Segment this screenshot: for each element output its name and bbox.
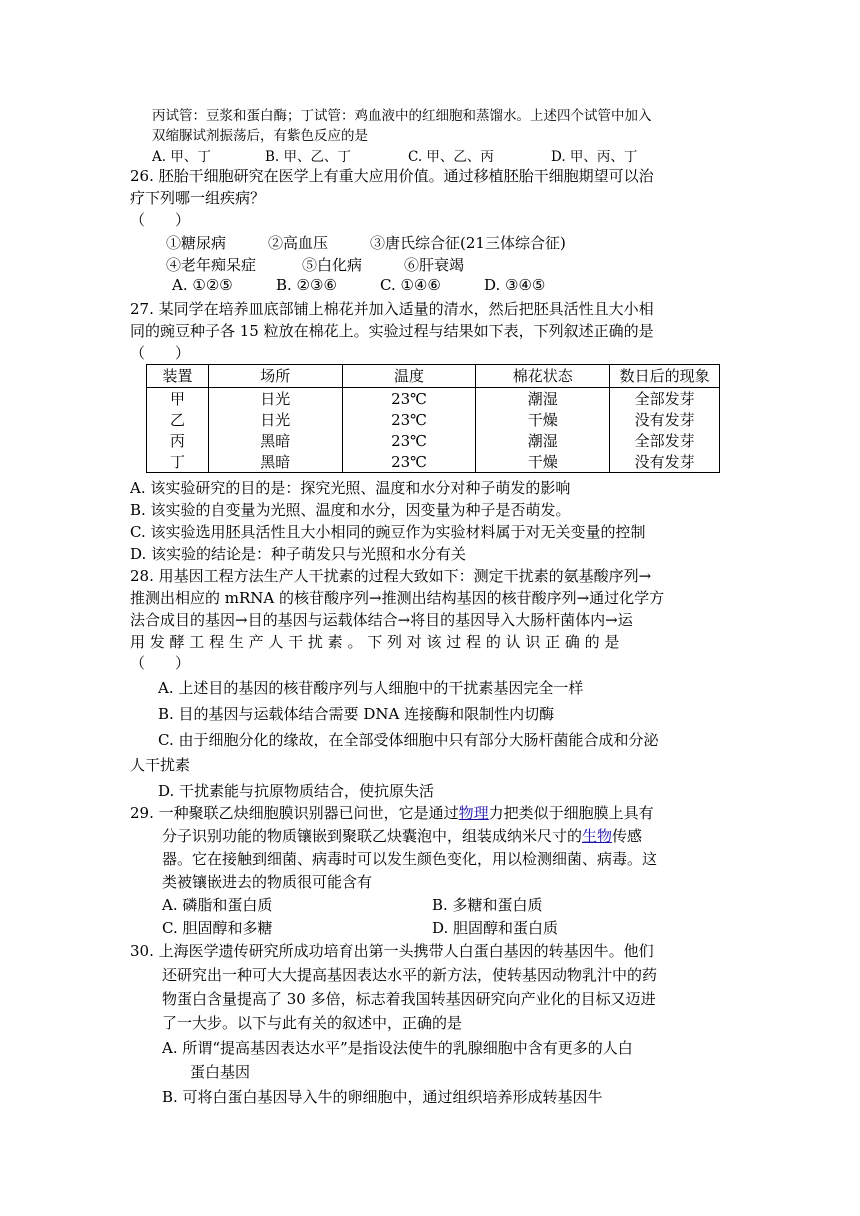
- table-header: 场所: [208, 365, 342, 388]
- q27-option-c: C. 该实验选用胚具活性且大小相同的豌豆作为实验材料属于对无关变量的控制: [130, 523, 646, 541]
- table-cell: 没有发芽: [610, 409, 720, 430]
- q30-stem-line3: 物蛋白含量提高了 30 多倍，标志着我国转基因研究向产业化的目标又迈进: [162, 990, 656, 1008]
- q25-text-line1: 丙试管：豆浆和蛋白酶；丁试管：鸡血液中的红细胞和蒸馏水。上述四个试管中加入: [152, 108, 652, 124]
- q26-item-1: ①糖尿病: [166, 234, 227, 252]
- q28-option-b: B. 目的基因与运载体结合需要 DNA 连接酶和限制性内切酶: [158, 705, 555, 723]
- table-cell: 日光: [208, 409, 342, 430]
- table-cell: 日光: [208, 388, 342, 410]
- q29-text: 传感: [612, 827, 643, 845]
- q30-option-b: B. 可将白蛋白基因导入牛的卵细胞中，通过组织培养形成转基因牛: [162, 1088, 603, 1106]
- table-cell: 23℃: [342, 451, 476, 473]
- table-cell: 潮湿: [476, 388, 610, 410]
- q27-option-b: B. 该实验的自变量为光照、温度和水分，因变量为种子是否萌发。: [130, 501, 571, 519]
- q26-option-b: B. ②③⑥: [276, 276, 337, 294]
- q26-options: [172, 276, 545, 294]
- table-cell: 全部发芽: [610, 388, 720, 410]
- table-cell: 乙: [147, 409, 209, 430]
- table-cell: 没有发芽: [610, 451, 720, 473]
- q25-option-a: A. 甲、丁: [152, 149, 211, 165]
- q25-options: [152, 145, 637, 165]
- q26-answer-bracket: （ ）: [130, 211, 191, 229]
- q30-stem-line1: 30. 上海医学遗传研究所成功培育出第一头携带人白蛋白基因的转基因牛。他们: [130, 942, 654, 960]
- q30-option-a-line1: A. 所谓“提高基因表达水平”是指设法使牛的乳腺细胞中含有更多的人白: [162, 1039, 633, 1057]
- q29-option-b: B. 多糖和蛋白质: [432, 896, 543, 914]
- q29-text: 29. 一种聚联乙炔细胞膜识别器已问世，它是通过: [130, 804, 459, 822]
- q26-option-c: C. ①④⑥: [380, 276, 441, 294]
- q28-option-d: D. 干扰素能与抗原物质结合，使抗原失活: [158, 782, 435, 800]
- q28-stem-line1: 28. 用基因工程方法生产人干扰素的过程大致如下：测定干扰素的氨基酸序列→: [130, 567, 652, 585]
- q26-option-d: D. ③④⑤: [484, 276, 546, 294]
- table-cell: 丁: [147, 451, 209, 473]
- q25-text-line2: 双缩脲试剂振荡后，有紫色反应的是: [152, 128, 368, 144]
- q26-option-a: A. ①②⑤: [172, 276, 233, 294]
- q27-stem-line2: 同的豌豆种子各 15 粒放在棉花上。实验过程与结果如下表，下列叙述正确的是: [130, 322, 654, 340]
- q25-option-b: B. 甲、乙、丁: [265, 149, 352, 165]
- q28-stem-line2: 推测出相应的 mRNA 的核苷酸序列→推测出结构基因的核苷酸序列→通过化学方: [130, 589, 665, 607]
- q27-answer-bracket: （ ）: [130, 344, 191, 362]
- q25-option-c: C. 甲、乙、丙: [408, 149, 494, 165]
- table-cell: 丙: [147, 430, 209, 451]
- table-row: [147, 409, 720, 430]
- table-cell: 干燥: [476, 451, 610, 473]
- q28-stem-line4: 用 发 酵 工 程 生 产 人 干 扰 素 。 下 列 对 该 过 程 的 认 识 正 确 的 是: [130, 633, 620, 651]
- q29-option-d: D. 胆固醇和蛋白质: [432, 919, 559, 937]
- table-row: [147, 430, 720, 451]
- q26-item-3: ③唐氏综合征(21三体综合征): [370, 234, 566, 252]
- q26-stem-line2: 疗下列哪一组疾病？: [130, 189, 266, 207]
- table-cell: 23℃: [342, 430, 476, 451]
- table-cell: 甲: [147, 388, 209, 410]
- q28-answer-bracket: （ ）: [130, 654, 191, 672]
- q28-option-a: A. 上述目的基因的核苷酸序列与人细胞中的干扰素基因完全一样: [158, 679, 584, 697]
- table-header: 棉花状态: [476, 365, 610, 388]
- table-header-row: [147, 365, 720, 388]
- q29-stem-line4: 类被镶嵌进去的物质很可能含有: [162, 873, 373, 891]
- q26-item-5: ⑤白化病: [302, 256, 363, 274]
- table-cell: 全部发芽: [610, 430, 720, 451]
- q30-option-a-line2: 蛋白基因: [190, 1063, 251, 1081]
- q26-stem-line1: 26. 胚胎干细胞研究在医学上有重大应用价值。通过移植胚胎干细胞期望可以治: [130, 167, 654, 185]
- q29-stem-line3: 器。它在接触到细菌、病毒时可以发生颜色变化，用以检测细菌、病毒。这: [162, 850, 658, 868]
- table-row: [147, 388, 720, 410]
- q27-option-a: A. 该实验研究的目的是：探究光照、温度和水分对种子萌发的影响: [130, 479, 571, 497]
- table-header: 数日后的现象: [610, 365, 720, 388]
- q28-option-c-line2: 人干扰素: [130, 756, 191, 774]
- table-cell: 黑暗: [208, 451, 342, 473]
- q28-stem-line3: 法合成目的基因→目的基因与运载体结合→将目的基因导入大肠杆菌体内→运: [130, 611, 633, 629]
- q29-option-c: C. 胆固醇和多糖: [162, 919, 273, 937]
- table-header: 装置: [147, 365, 209, 388]
- q29-text: 分子识别功能的物质镶嵌到聚联乙炔囊泡中，组装成纳米尺寸的: [162, 827, 583, 845]
- q26-item-2: ②高血压: [268, 234, 329, 252]
- q27-option-d: D. 该实验的结论是：种子萌发只与光照和水分有关: [130, 545, 467, 563]
- q26-items-row1: [166, 232, 566, 253]
- q29-stem-line2: [162, 825, 642, 846]
- biology-link[interactable]: 生物: [582, 827, 613, 845]
- q26-item-6: ⑥肝衰竭: [404, 256, 465, 274]
- q26-items-row2: [166, 254, 464, 275]
- q29-option-a: A. 磷脂和蛋白质: [162, 896, 273, 914]
- table-cell: 23℃: [342, 409, 476, 430]
- q25-option-d: D. 甲、丙、丁: [551, 149, 638, 165]
- table-header: 温度: [342, 365, 476, 388]
- q29-stem-line1: [130, 802, 654, 823]
- table-cell: 黑暗: [208, 430, 342, 451]
- table-cell: 潮湿: [476, 430, 610, 451]
- q26-item-4: ④老年痴呆症: [166, 256, 257, 274]
- physics-link[interactable]: 物理: [458, 804, 489, 822]
- q30-stem-line4: 了一大步。以下与此有关的叙述中，正确的是: [162, 1014, 463, 1032]
- experiment-table: [146, 364, 720, 473]
- table-cell: 干燥: [476, 409, 610, 430]
- q27-stem-line1: 27. 某同学在培养皿底部铺上棉花并加入适量的清水，然后把胚具活性且大小相: [130, 300, 654, 318]
- table-cell: 23℃: [342, 388, 476, 410]
- q29-text: 力把类似于细胞膜上具有: [488, 804, 654, 822]
- q28-option-c-line1: C. 由于细胞分化的缘故，在全部受体细胞中只有部分大肠杆菌能合成和分泌: [158, 731, 659, 749]
- table-row: [147, 451, 720, 473]
- q30-stem-line2: 还研究出一种可大大提高基因表达水平的新方法，使转基因动物乳汁中的药: [162, 966, 658, 984]
